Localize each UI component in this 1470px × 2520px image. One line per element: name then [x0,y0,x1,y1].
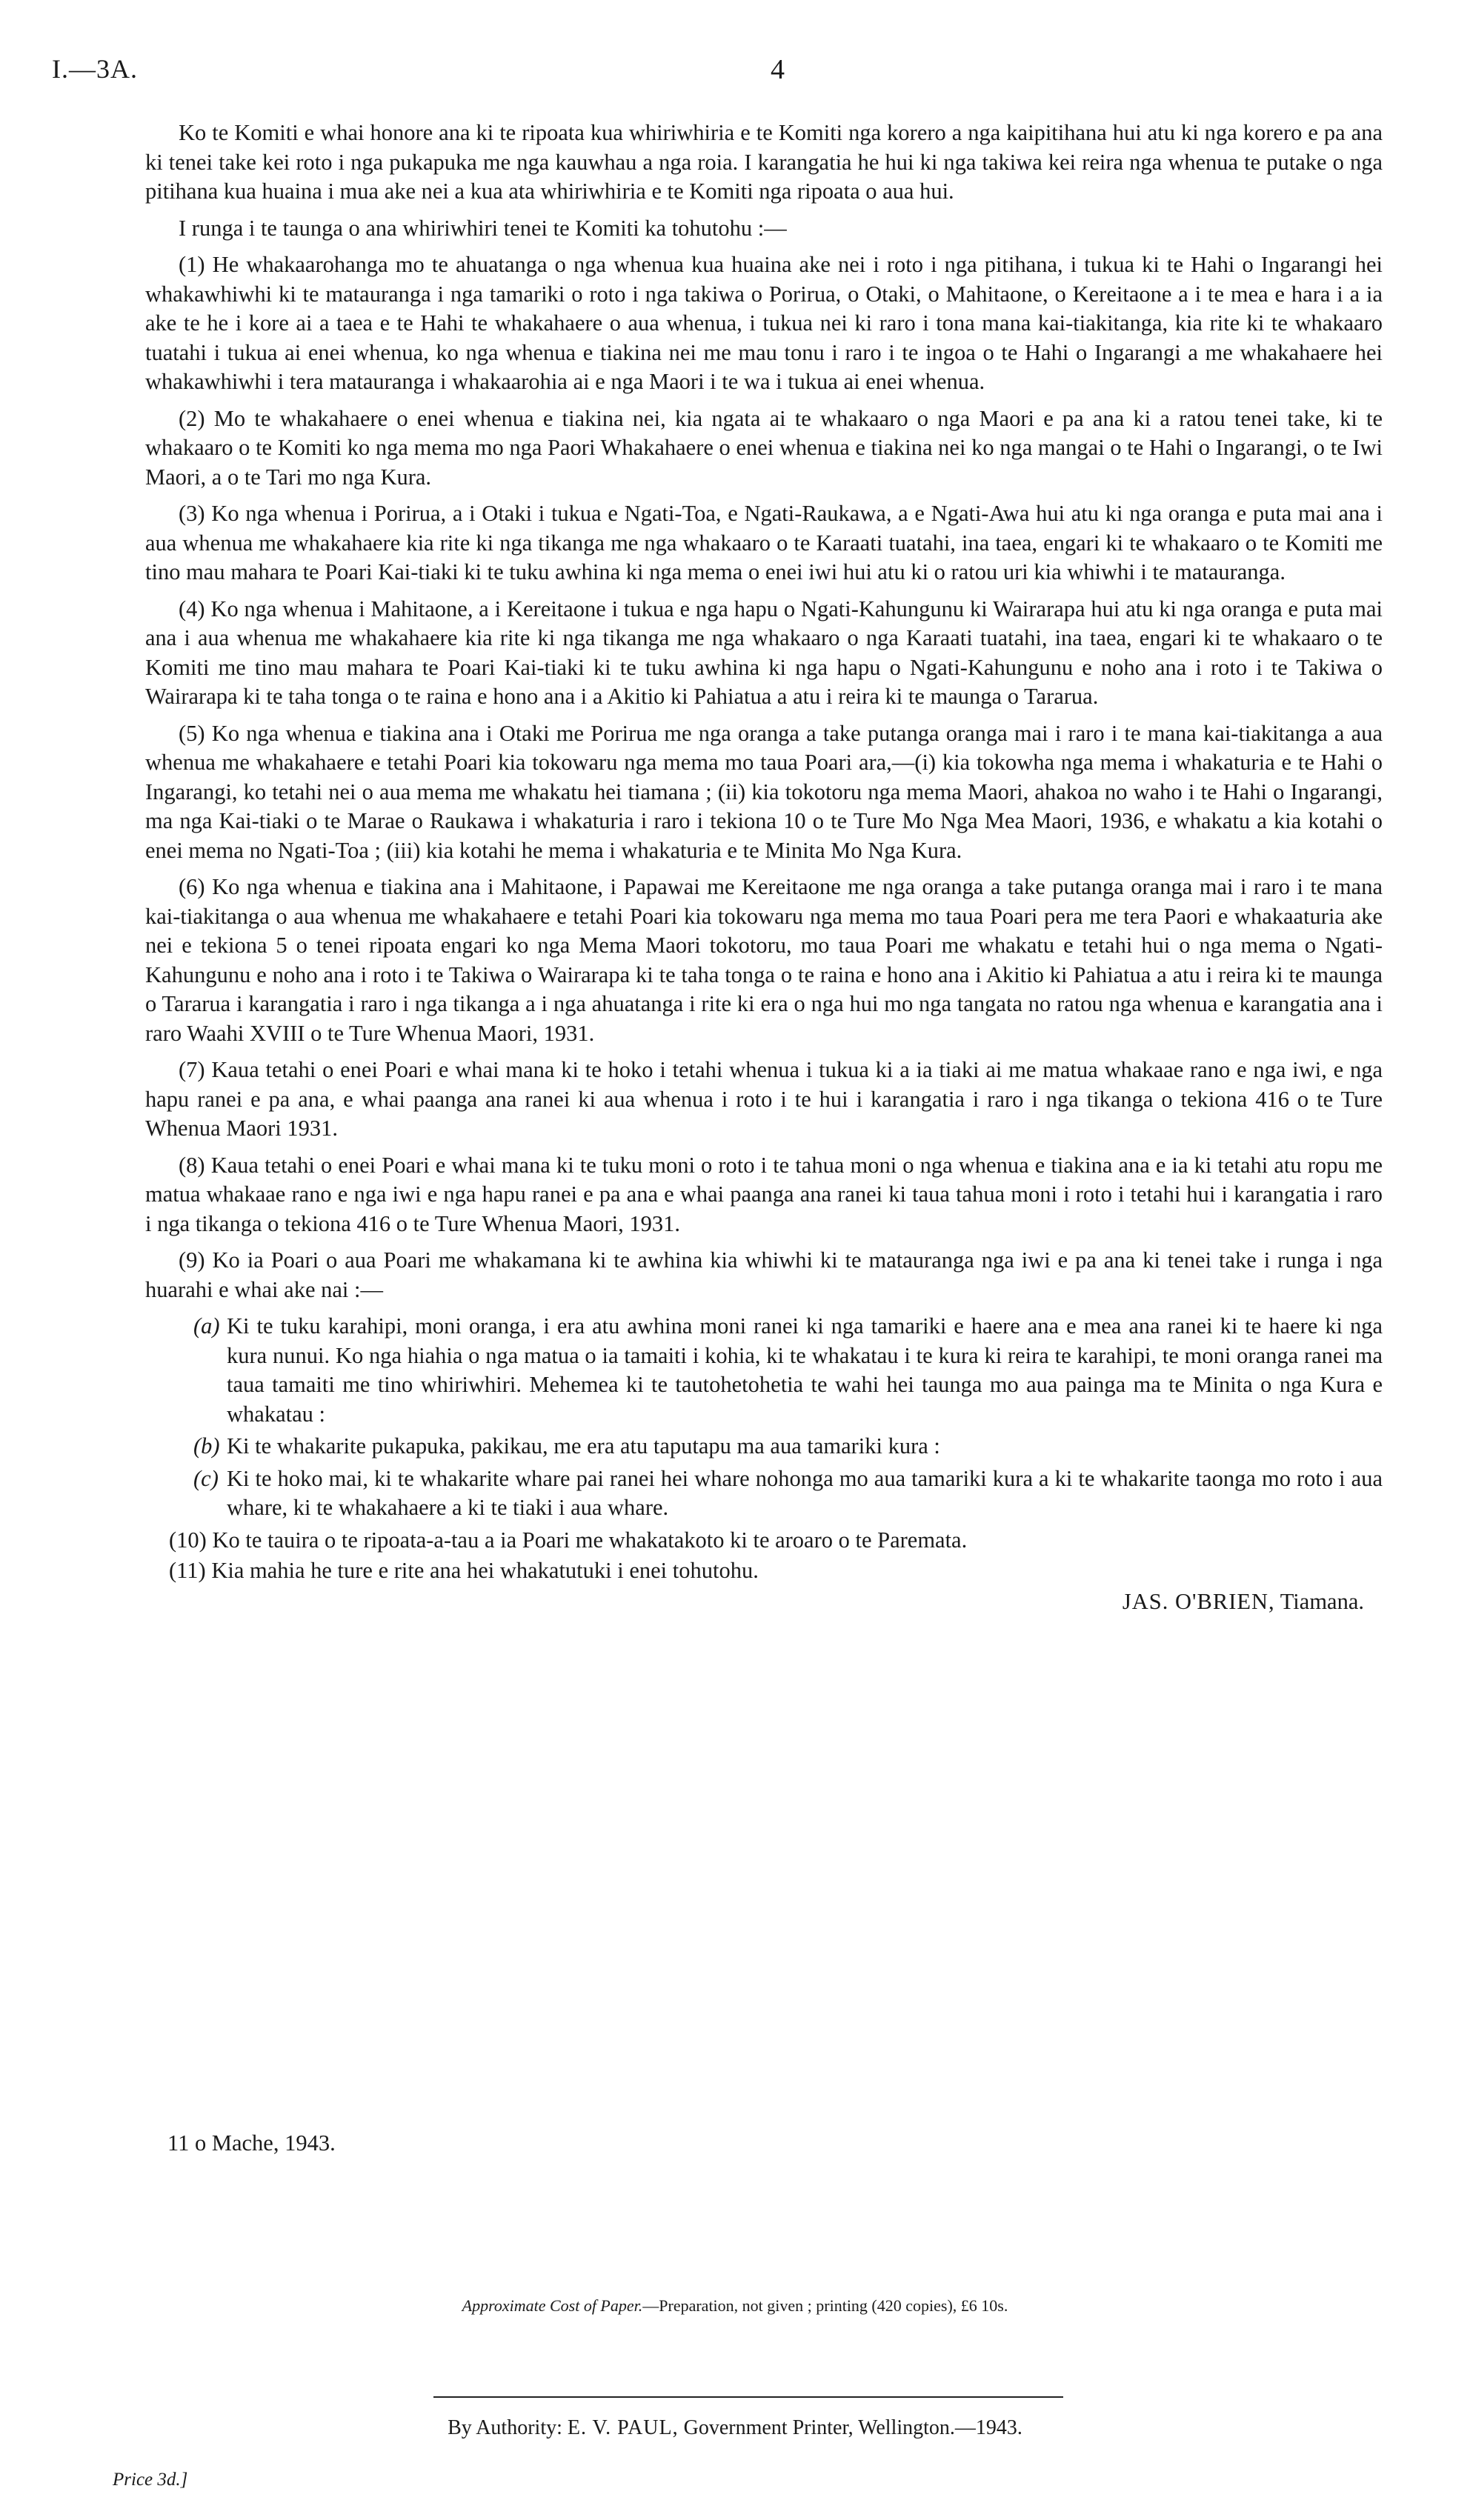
intro-lead-in: I runga i te taunga o ana whiriwhiri tenei te Komiti ka tohutohu :— [179,215,787,241]
price-label: Price 3d.] [113,2470,188,2490]
item-number: (8) [179,1152,205,1178]
recommendation-9 [145,1246,1383,1304]
printer-authority-line [0,2416,1470,2440]
recommendation-10 [145,1526,1383,1556]
item-number: (5) [179,720,205,746]
sub-item-key: (c) [193,1465,219,1491]
item-text: He whakaarohanga mo te ahuatanga o nga whenua kua huaina ake nei i roto i nga pitihana, i tukua ki te Hahi o Ingarangi hei whakawhiwhi ki te matauranga i nga tamariki o roto i nga takiwa o Porirua, o Otaki, o Mahitaone, o Kereitaone a i te mea e hara i a ia ake te he i kore ai a taea e te Hahi te whakahaere o aua whenua, i tukua nei ki raro i tona mana kai-tiakitanga, kia rite ki te whakaaro tuatahi i tukua ai enei whenua, ko nga whenua e tiakina nei me mau tonu i raro i te ingoa o te Hahi o Ingarangi a me whakahaere hei whakawhiwhi i tera matauranga i whakaarohia ai e nga Maori i te wa i tukua ai enei whenua. [145,252,1383,394]
item-text: Ko nga whenua i Porirua, a i Otaki i tukua e Ngati-Toa, e Ngati-Raukawa, a e Ngati-Awa hui atu ki nga oranga e puta mai ana i aua whenua me whakahaere kia rite ki nga tikanga me nga whakaaro o te Karaati tuatahi, ina taea, engari ki te whakaaro o te Komiti me tino mau mahara te Poari Kai-tiaki ki te tuku awhina ki nga mema o enei iwi hui atu ki o ratou uri kia whiwhi i te matauranga. [145,501,1383,584]
item-text: Kaua tetahi o enei Poari e whai mana ki te tuku moni o roto i te tahua moni o nga whenua e tiakina ana e ia ki tetahi atu ropu me matua whakaae rano e nga iwi e nga hapu ranei e pa ana e whai paanga ana ranei ki taua tahua moni i roto i tetahi hui i karangatia i raro i nga tikanga o tekiona 416 o te Ture Whenua Maori, 1931. [145,1152,1383,1236]
item-number: (4) [179,596,205,621]
item-number: (3) [179,501,205,526]
item-text: Ko ia Poari o aua Poari me whakamana ki te awhina kia whiwhi ki te matauranga nga iwi e pa ana ki tenei take i runga i nga huarahi e whai ake nai :— [145,1247,1383,1302]
recommendation-6 [145,873,1383,1048]
sub-item-key: (b) [193,1433,220,1459]
recommendation-7 [145,1056,1383,1144]
item-text: Ko nga whenua e tiakina ana i Mahitaone, i Papawai me Kereitaone me nga oranga a take putanga oranga mai i raro i te mana kai-tiakitanga o aua whenua me whakahaere e tetahi Poari kia tokowaru nga mema mo taua Poari pera me tera Paori e whakaaturia ake nei e tekiona 5 o tenei ripoata engari ko nga Mema Maori tokotoru, mo taua Poari me whakatu e tetahi hui o nga mema o Ngati-Kahungunu e noho ana i roto i te Takiwa o Wairarapa ki te taha tonga o te raina e hono ana i Akitio ki Pahiatua a atu i reira ki te maunga o Tararua i karangatia i raro i nga tikanga a i nga ahuatanga i rite ki era o nga hui mo nga tangata no ratou nga whenua e karangatia ana i raro Waahi XVIII o te Ture Whenua Maori, 1931. [145,874,1383,1046]
item-number: (6) [179,874,205,899]
cost-detail: —Preparation, not given ; printing (420 copies), £6 10s. [642,2296,1008,2315]
item-number: (2) [179,405,205,431]
item-number: (9) [179,1247,205,1273]
sub-item-key: (a) [193,1313,220,1339]
recommendation-3 [145,499,1383,587]
item-text: Ko te tauira o te ripoata-a-tau a ia Poari me whakatakoto ki te aroaro o te Paremata. [212,1527,968,1553]
printer-name: E. V. PAUL, [567,2416,679,2439]
item-text: Ko nga whenua e tiakina ana i Otaki me Porirua me nga oranga a take putanga oranga mai i raro i te mana kai-tiakitanga a aua whenua me whakahaere e tetahi Poari kia tokowaru nga mema mo taua Poari ara,—(i) kia tokowha nga mema i whakaturia e te Hahi o Ingarangi, ko tetahi nei o aua mema me whakatu hei tiamana ; (ii) kia tokotoru nga mema Maori, ahakoa no waho i te Hahi o Ingarangi, ma nga Kai-tiaki o te Marae o Raukawa i whakaturia i raro i tekiona 10 o te Ture Mo Nga Mea Maori, 1936, e whakatu a kia kotahi o enei mema no Ngati-Toa ; (iii) kia kotahi he mema i whakaturia e te Minita Mo Nga Kura. [145,720,1383,863]
intro-paragraph: Ko te Komiti e whai honore ana ki te ripoata kua whiriwhiria e te Komiti nga korero a nga kaipitihana hui atu ki nga korero e pa ana ki tenei take kei roto i nga pukapuka me nga kauwhau a nga roia. I karangatia he hui ki nga takiwa kei reira nga whenua te putake o nga pitihana kua huaina i mua ake nei a kua ata whiriwhiria e te Komiti nga ripoata o aua hui. [145,120,1383,204]
sub-item-b [145,1432,1383,1461]
signature-block [145,1587,1383,1617]
document-reference: I.—3A. [52,54,138,84]
sub-item-c [145,1464,1383,1523]
page-header [52,53,1445,98]
recommendation-11 [145,1556,1383,1586]
sub-item-a [145,1312,1383,1429]
item-number: (11) [169,1558,206,1583]
sub-item-text: Ki te whakarite pukapuka, pakikau, me era atu taputapu ma aua tamariki kura : [227,1433,940,1459]
item-text: Ko nga whenua i Mahitaone, a i Kereitaone i tukua e nga hapu o Ngati-Kahungunu ki Wairarapa hui atu ki nga oranga e puta mai ana i aua whenua me whakahaere kia rite ki nga tikanga me nga whakaaro o nga Karaati tuatahi, ina taea, engari ki te whakaaro o te Komiti me tino mau mahara te Poari Kai-tiaki ki te tuku awhina ki nga hapu o Ngati-Kahungunu e noho ana i roto i te Takiwa o Wairarapa ki te taha tonga o te raina e hono ana i a Akitio ki Pahiatua a atu i reira ki te maunga o Tararua. [145,596,1383,709]
item-number: (10) [169,1527,207,1553]
signatory-title: Tiamana. [1280,1588,1364,1614]
signatory-name: JAS. O'BRIEN, [1122,1588,1275,1614]
sub-item-text: Ki te tuku karahipi, moni oranga, i era atu awhina moni ranei ki nga tamariki e haere ana e mea ana ranei ki te haere ki nga kura nunui. Ko nga hiahia o nga matua o ia tamaiti i kohia, ki te whakatau i te kura ki reira te karahipi, te moni oranga ranei ma taua tamaiti me tino whiriwhiri. Mehemea ki te tautohetohetia te wahi hei taunga mo aua painga ma te Minita o nga Kura e whakatau : [227,1313,1383,1427]
divider-rule [433,2396,1063,2398]
item-number: (1) [179,252,205,277]
item-text: Kia mahia he ture e rite ana hei whakatutuki i enei tohutohu. [211,1558,759,1583]
item-text: Mo te whakahaere o enei whenua e tiakina nei, kia ngata ai te whakaaro o nga Maori e pa ana ki a ratou tenei take, ki te whakaaro o te Komiti ko nga mema mo nga Paori Whakahaere o enei whenua e tiakina nei ko nga mangai o te Hahi o Ingarangi, o te Iwi Maori, a o te Tari mo nga Kura. [145,405,1383,490]
recommendation-5 [145,719,1383,866]
cost-label: Approximate Cost of Paper. [462,2296,643,2315]
sub-item-list [145,1312,1383,1523]
recommendation-4 [145,595,1383,712]
item-number: (7) [179,1057,205,1082]
authority-suffix: Government Printer, Wellington.—1943. [683,2416,1022,2439]
body-text [145,119,1383,1616]
authority-prefix: By Authority: [448,2416,562,2439]
cost-of-paper-note [0,2296,1470,2316]
recommendation-8 [145,1151,1383,1239]
report-date: 11 o Mache, 1943. [167,2130,336,2156]
item-text: Kaua tetahi o enei Poari e whai mana ki te hoko i tetahi whenua i tukua ki a ia tiaki ai me matua whakaae rano e nga iwi, e nga hapu ranei e pa ana, e whai paanga ana ranei ki aua whenua i roto i te hui i karangatia i raro i nga tikanga o tekiona 416 o te Ture Whenua Maori 1931. [145,1057,1383,1141]
recommendation-2 [145,404,1383,493]
page-number: 4 [771,54,785,85]
recommendation-1 [145,250,1383,397]
sub-item-text: Ki te hoko mai, ki te whakarite whare pai ranei hei whare nohonga mo aua tamariki kura a ki te whakarite taonga mo roto i aua whare, ki te whakahaere a ki te tiaki i aua whare. [227,1465,1383,1520]
